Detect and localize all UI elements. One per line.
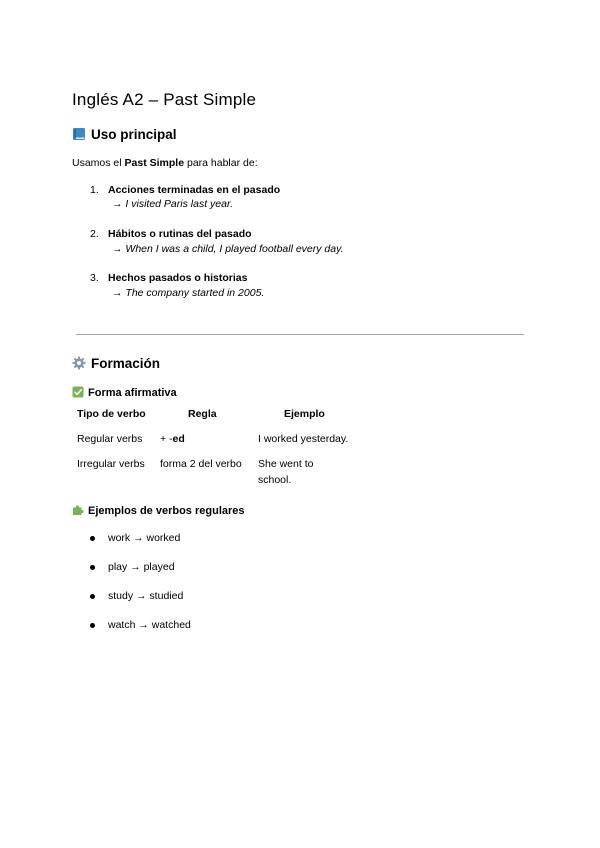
bullet-icon (90, 594, 95, 599)
uso-item-number: 2. (90, 228, 99, 240)
subheading-verbos-regulares (72, 504, 245, 517)
table-cell-tipo: Regular verbs (77, 433, 143, 445)
uso-item-label: Acciones terminadas en el pasado (108, 184, 281, 196)
blue-book-icon (72, 127, 86, 141)
puzzle-piece-icon (72, 504, 84, 516)
uso-item-example: → I visited Paris last year. (112, 198, 233, 210)
check-mark-button-icon (72, 386, 84, 398)
table-cell-ejemplo-line2: school. (258, 474, 292, 486)
page-title: Inglés A2 – Past Simple (72, 90, 257, 109)
uso-item-number: 1. (90, 184, 99, 196)
uso-item-example: → When I was a child, I played football every day. (112, 243, 344, 255)
uso-item-label: Hábitos o rutinas del pasado (108, 228, 252, 240)
bullet-icon (90, 623, 95, 628)
table-cell-tipo: Irregular verbs (77, 458, 145, 470)
section-heading-formacion (72, 356, 160, 371)
horizontal-rule (76, 334, 524, 335)
bullet-icon (90, 565, 95, 570)
uso-item-label: Hechos pasados o historias (108, 272, 248, 284)
table-cell-regla: forma 2 del verbo (160, 458, 242, 470)
bullet-icon (90, 536, 95, 541)
list-item-text: play → played (108, 561, 175, 573)
table-header-tipo: Tipo de verbo (77, 408, 146, 420)
list-item-text: watch → watched (108, 619, 191, 631)
table-cell-regla: + -ed (160, 433, 185, 445)
list-item-text: study → studied (108, 590, 184, 602)
gear-icon (72, 356, 86, 370)
subheading-forma-afirmativa-label: Forma afirmativa (88, 387, 177, 399)
subheading-verbos-regulares-label: Ejemplos de verbos regulares (88, 505, 245, 517)
table-header-ejemplo: Ejemplo (284, 408, 325, 420)
uso-item-example: → The company started in 2005. (112, 287, 265, 299)
list-item-text: work → worked (108, 532, 181, 544)
section-heading-uso-label: Uso principal (91, 127, 177, 142)
table-cell-ejemplo: She went to (258, 458, 314, 470)
table-header-regla: Regla (188, 408, 217, 420)
subheading-forma-afirmativa (72, 386, 177, 399)
table-cell-ejemplo: I worked yesterday. (258, 433, 349, 445)
uso-item-number: 3. (90, 272, 99, 284)
uso-intro: Usamos el Past Simple para hablar de: (72, 157, 258, 169)
section-heading-uso (72, 127, 177, 142)
section-heading-formacion-label: Formación (91, 356, 161, 371)
